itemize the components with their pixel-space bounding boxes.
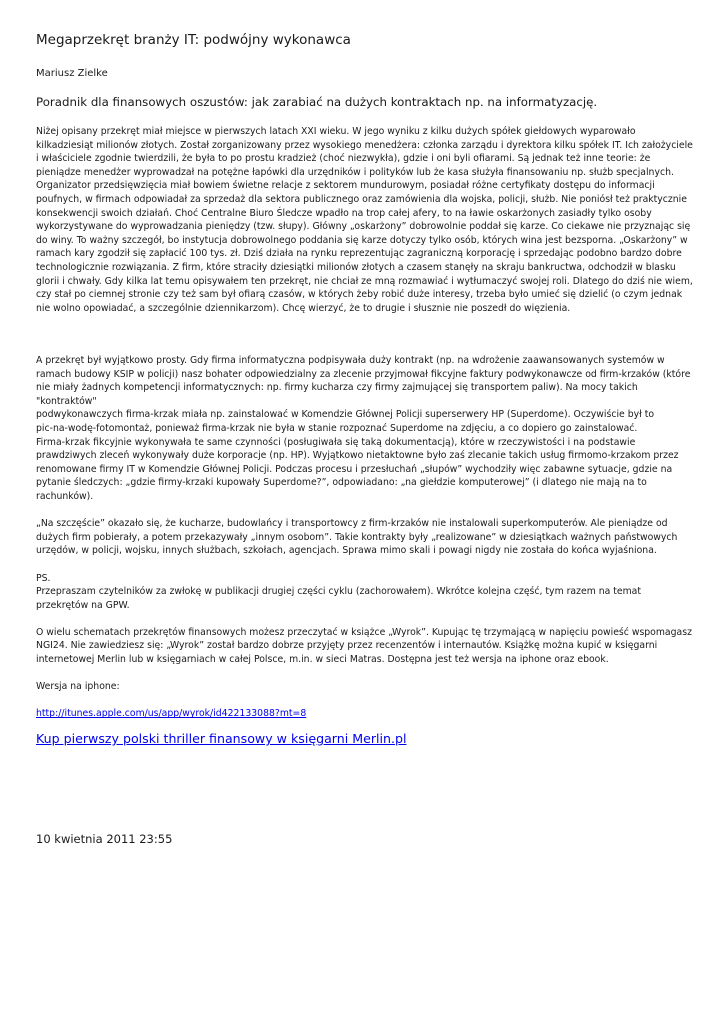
ps-line: Przepraszam czytelników za zwłokę w publikacji drugiej części cyklu (zachorowałem). Wkrótce kolejna część, tym razem na temat (36, 586, 642, 598)
merlin-ad-link[interactable]: Kup pierwszy polski thriller finansowy w księgarni Merlin.pl (36, 731, 407, 746)
text-line: internetowej Merlin lub w księgarniach w całej Polsce, m.in. w sieci Matras. Dostępna jest też wersja na iphone oraz ebook. (36, 654, 609, 666)
text-line: poufnych, w firmach odpowiadał za sprzedaż dla sektora publicznego oraz zamówienia dla wojska, policji, służb. Nie poniósł też praktycznie (36, 193, 687, 205)
text-line: rachunków). (36, 490, 94, 502)
text-line: do winy. To ważny szczegół, bo instytucja dobrowolnego poddania się karze dotyczy tylko osób, których wina jest bezsporna. „Oskarżony” w (36, 234, 688, 246)
text-line: "kontraktów" (36, 395, 97, 407)
text-line: podwykonawczych firma-krzak miała np. zainstalować w Komendzie Głównej Policji superserwery HP (Superdome). Oczywiście był to (36, 409, 655, 421)
article-body (36, 354, 696, 721)
text-line: konsekwencji swoich działań. Choć Centralne Biuro Śledcze wpadło na trop całej afery, to na ławie oskarżonych zasiadły tylko osoby (36, 207, 652, 219)
text-line: ramach kary zgodził się zapłacić 100 tys. zł. Dziś działa na rynku reprezentując zagraniczną korporację i sprzedając podobno bardzo dobre (36, 248, 682, 260)
ps-line: przekrętów na GPW. (36, 599, 130, 611)
text-line: dużych firm pobierały, a potem przekazywały „innym osobom”. Takie kontrakty były „realizowane” w dziesiątkach ważnych państwowych (36, 531, 678, 543)
text-line: kilkadziesiąt milionów złotych. Został zorganizowany przez wysokiego menedżera: członka zarządu i dyrektora kilku spółek IT. Ich założyciele (36, 139, 693, 151)
text-line: i właściciele zgodnie twierdzili, że była to po prostu kradzież (choć niezwykła), gdzie i oni byli ofiarami. Są jednak też inne teorie: że (36, 153, 651, 165)
text-line: „Na szczęście” okazało się, że kucharze, budowlańcy i transportowcy z firm-krzaków nie instalowali superkomputerów. Ale pieniądze od (36, 518, 668, 530)
publish-date: 10 kwietnia 2011 23:55 (36, 832, 173, 846)
text-line: O wielu schematach przekrętów finansowych możesz przeczytać w książce „Wyrok”. Kupując tę trzymającą w napięciu powieść wspomagasz (36, 626, 692, 638)
text-line: A przekręt był wyjątkowo prosty. Gdy firma informatyczna podpisywała duży kontrakt (np. na wdrożenie zaawansowanych systemów w (36, 355, 665, 366)
text-line: urzędów, w policji, wojsku, innych służbach, szkołach, agencjach. Sprawa mimo skali i powagi nigdy nie została do końca wyjaśniona. (36, 545, 657, 557)
intro-paragraph (36, 125, 696, 315)
text-line: pytanie śledczych: „gdzie firmy-krzaki kupowały Superdome?”, odpowiadano: „na giełdzie komputerowej” (i dlatego nie mają na to (36, 477, 647, 489)
text-line: nie wolno opowiadać, a szczególnie dziennikarzom). Chcę wierzyć, że to drugie i słusznie nie poszedł do więzienia. (36, 302, 571, 314)
iphone-label: Wersja na iphone: (36, 681, 120, 693)
text-line: pieniądze menedżer wyprowadzał na potężne łapówki dla urzędników i polityków lub że kasa służyła finansowaniu np. służb specjalnych. (36, 166, 674, 178)
text-line: pic-na-wodę-fotomontaż, ponieważ firma-krzak nie była w stanie rozpoznać Superdome na zdjęciu, a co dopiero go zainstalować. (36, 422, 638, 434)
author-name: Mariusz Zielke (36, 68, 108, 79)
ps-line: PS. (36, 572, 51, 584)
text-line: wykorzystywane do wyprowadzania pieniędzy (tzw. słupy). Główny „oskarżony” dobrowolnie poddał się karze. Co ciekawe nie przyznając się (36, 221, 691, 233)
text-line: NGI24. Nie zawiedziesz się: „Wyrok” został bardzo dobrze przyjęty przez recenzentów i internautów. Książkę można kupić w księgarni (36, 640, 658, 652)
article-subtitle: Poradnik dla finansowych oszustów: jak zarabiać na dużych kontraktach np. na informatyzację. (36, 95, 598, 109)
itunes-link[interactable]: http://itunes.apple.com/us/app/wyrok/id422133088?mt=8 (36, 708, 307, 720)
text-line: glorii i chwały. Gdy kilka lat temu opisywałem ten przekręt, nie chciał ze mną rozmawiać i wytłumaczyć swojej roli. Dlatego do dziś nie wiem, (36, 275, 693, 287)
text-line: Organizator przedsięwzięcia miał bowiem świetne relacje z sektorem mundurowym, posiadał różne certyfikaty dostępu do informacji (36, 180, 655, 192)
text-line: prawdziwych zleceń wykonywały duże korporacje (np. HP). Wyjątkowo nietaktowne było zaś zlecanie takich usług firmomo-krzakom przez (36, 450, 679, 462)
text-line: czy stał po ciemnej stronie czy też sam był ofiarą czasów, w których żeby robić duże interesy, trzeba było umieć się dzielić (o czym jednak (36, 289, 683, 301)
text-line: ramach budowy KSIP w policji) nasz bohater odpowiedzialny za zlecenie przyjmował fikcyjne faktury podwykonawcze od firm-krzaków (które (36, 368, 691, 380)
text-line: Niżej opisany przekręt miał miejsce w pierwszych latach XXI wieku. W jego wyniku z kilku dużych spółek giełdowych wyparowało (36, 126, 636, 137)
text-line: nie miały żadnych kompetencji informatycznych: np. firmy kucharza czy firmy zajmującej się transportem paliw). Na mocy takich (36, 382, 638, 394)
text-line: Firma-krzak fikcyjnie wykonywała te same czynności (posługiwała się taką dokumentacją), które w rzeczywistości i na podstawie (36, 436, 636, 448)
text-line: technologicznie rozwiązania. Z firm, które straciły dziesiątki milionów złotych a czasem stanęły na skraju bankructwa, odchodził w blasku (36, 261, 676, 273)
text-line: renomowane firmy IT w Komendzie Głównej Policji. Podczas procesu i przesłuchań „słupów” wychodziły więc zabawne sytuacje, gdzie na (36, 463, 673, 475)
article-title: Megaprzekręt branży IT: podwójny wykonawca (36, 32, 351, 48)
